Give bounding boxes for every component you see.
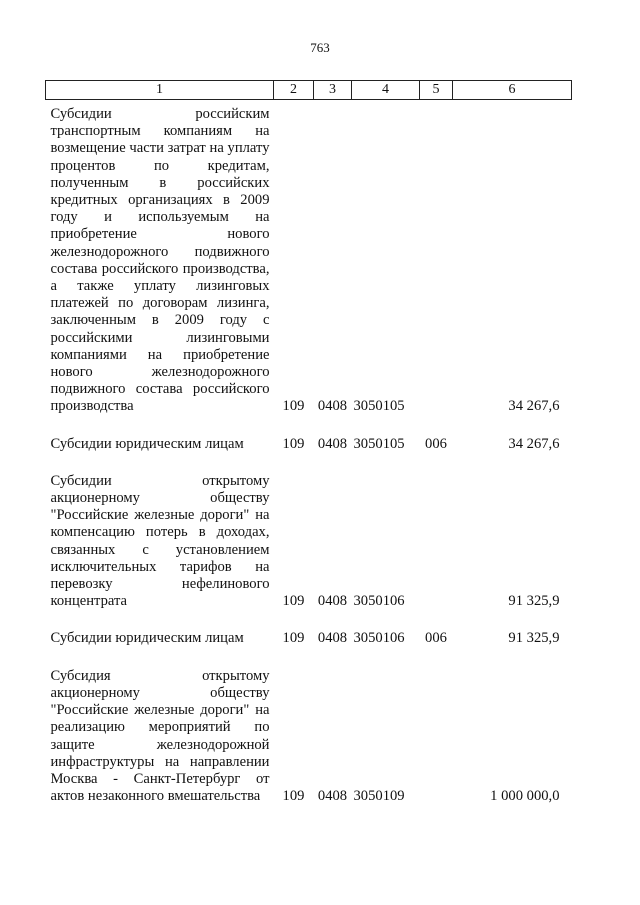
row-section-code: 0408 [317,398,348,415]
row-amount: 34 267,6 [508,435,560,452]
row-section-code: 0408 [317,630,348,647]
row-section-code: 0408 [317,593,348,610]
row-expense-type [420,473,453,611]
table-row [46,630,572,647]
budget-table [45,80,572,805]
row-expense-type [420,100,453,416]
column-header-4: 4 [352,81,420,100]
row-ministry-code: 109 [282,630,305,647]
table-row [46,100,572,416]
row-amount: 91 325,9 [508,593,560,610]
table-header-row [46,81,572,100]
row-ministry-code: 109 [282,593,305,610]
row-description: Субсидии юридическим лицам [50,630,244,647]
column-header-1: 1 [46,81,274,100]
row-target-code: 3050105 [353,435,405,452]
row-description: Субсидии российским транспортным компаниям на возмещение части затрат на уплату процентов по кредитам, полученным в российских кредитных организациях в 2009 году и используемым на приобретение нового железнодорожного подвижного состава российского производства, а также уплату лизинговых платежей по договорам лизинга, заключенным в 2009 году с российскими лизинговыми компаниями на приобретение нового железнодорожного подвижного состава российского производства [50,106,270,415]
row-ministry-code: 109 [282,788,305,805]
column-header-5: 5 [420,81,453,100]
row-section-code: 0408 [317,435,348,452]
row-target-code: 3050106 [353,593,405,610]
table-row [46,436,572,453]
table-row [46,668,572,806]
row-description: Субсидия открытому акционерному обществу "Российские железные дороги" на реализацию мероприятий по защите железнодорожной инфраструктуры на направлении Москва - Санкт-Петербург от актов незаконного вмешательства [50,667,270,805]
row-target-code: 3050105 [353,398,405,415]
table-row [46,473,572,611]
row-description: Субсидии открытому акционерному обществу "Российские железные дороги" на компенсацию потерь в доходах, связанных с установлением исключительных тарифов на перевозку нефелинового концентрата [50,472,270,610]
column-header-6: 6 [453,81,572,100]
row-expense-type: 006 [425,435,447,452]
row-target-code: 3050106 [353,630,405,647]
row-ministry-code: 109 [282,435,305,452]
row-target-code: 3050109 [353,788,405,805]
column-header-3: 3 [314,81,352,100]
row-amount: 1 000 000,0 [490,788,560,805]
row-description: Субсидии юридическим лицам [50,435,244,452]
row-amount: 91 325,9 [508,630,560,647]
row-amount: 34 267,6 [508,398,560,415]
column-header-2: 2 [274,81,314,100]
row-expense-type [420,668,453,806]
page-number: 763 [310,40,330,55]
row-ministry-code: 109 [282,398,305,415]
row-section-code: 0408 [317,788,348,805]
row-expense-type: 006 [425,630,447,647]
